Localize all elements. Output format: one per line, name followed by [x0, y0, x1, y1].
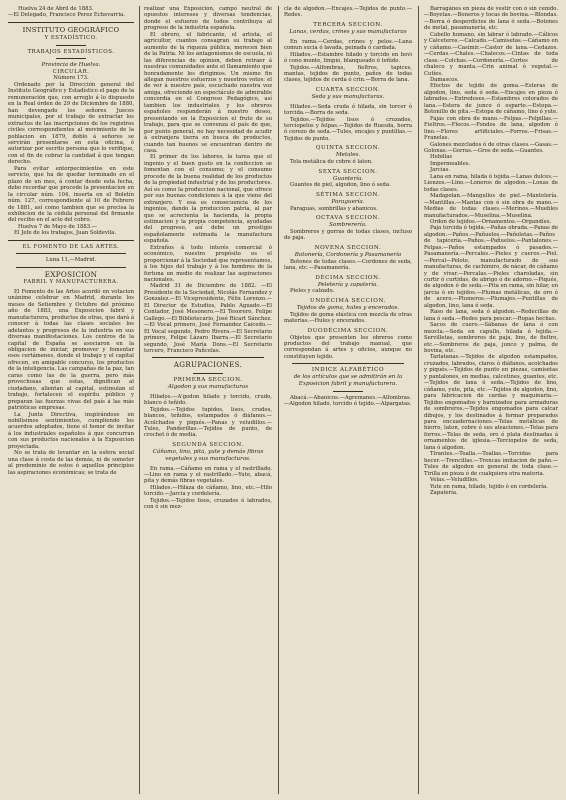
- paragraph: El Fomento de las Artes acordó en votacion unánime celebrar en Madrid, durante los meses de Setiembre y Octubre del próximo año de 1883, una Exposicion fabril y manufacturera, productos de otras, que dará á conocer á todas las clases sociales los adelantos y progresos de la industria en sus diversas manifestaciones. Los centros de la capital de España se asociaron en la obligacion de iniciar, promover y fomentar esos certámenes, donde el trabajo y el capital ofrecen, en amigable concurso, los productos de la inteligencia. Las campañas de la paz, tan caras como las de la guerra, pero más provechosas que estas, dignifican al ciudadano, alientan al capital, estimulan el trabajo, fortalecen el espíritu público y preparan las fuerzas vivas del país á las más patrióticas empresas.: [8, 288, 134, 412]
- paragraph: Tirantes.—Toalla.—Toallas.—Torcidas para hecer.—Trencillas.—Trencas imitacion de paño.—Tules de algodon en general de toda clase.—Tirilla en pieza ó de cualquiera otra materia.: [424, 451, 558, 477]
- paragraph: Galones mezclados ó de otras clases.—Gasas.—Golonas.—Gorras.—Gros de seda.—Guantes.: [424, 141, 558, 154]
- circular-number: Número 173.: [53, 75, 89, 82]
- section-subtitle: Metales.: [335, 152, 361, 159]
- dateline: Huelva 7 de Mayo de 1883.—: [18, 223, 98, 230]
- paragraph: Botones de todas clases.—Cordones de seda, lana, etc.—Pasamanería.: [284, 258, 412, 272]
- section-subtitle: Tejidos de goma, hules y encerados.: [296, 304, 400, 311]
- paragraph: Hilados.—A'godon hilado y torcido, crudo, blanco ó teñido.: [144, 393, 272, 407]
- works-heading: TRABAJOS ESTADÍSTICOS.: [27, 48, 115, 55]
- column-rule: [139, 6, 140, 794]
- paragraph: Impermeables.: [430, 160, 471, 167]
- paragraph: Extraños á todo interés comercial ó económico, nuestro propósito es el proporcionar á la Sociedad que representamos, á los hijos del trabajo y á los hombres de la fortuna un medio de realizar las aspiraciones nacionales.: [144, 244, 272, 284]
- paragraph: Cabello humano, sin labrar ó labrado.—Cálicos y Calceteros.—Calcado.—Camisetas.—Cáñamo en y cáñamo.—Casimir.—Castor de lana.—Cedazos.—Cerdas.—Chales.—Chalecos.—Cintas de toda clase.—Colchas.—Cordonería.—Cortes de chaleco y manta.—Crin animal ó vegetal.—Cutíes.: [424, 31, 558, 77]
- address: Luna 11,—Madrid.: [45, 257, 97, 264]
- section-subtitle: Guantería.: [332, 175, 364, 182]
- section-title: SEXTA SECCION.: [318, 168, 378, 175]
- section-subtitle: Seda y sus manufacturas.: [311, 93, 385, 100]
- separator: [8, 22, 134, 23]
- section-heading: INSTITUTO GEOGRÁFICO: [22, 25, 120, 34]
- paragraph: No se trata de levantar en la esfera social una clase á costa de las demás, ni de someter al predominio de estos ó aquellos principios las aspiraciones económicas; se trata de: [8, 450, 134, 476]
- section-title: UNDÉCIMA SECCION.: [310, 297, 386, 304]
- section-subtitle: Lanas, cerdas, crines y sus manufacturas: [289, 28, 407, 35]
- section-title: DÉCIMA SECCION.: [315, 274, 381, 281]
- column-rule: [278, 6, 279, 794]
- province-heading: Provincia de Huelva.: [41, 62, 101, 69]
- section-subtitle: Paraguería.: [331, 198, 365, 205]
- separator: [8, 240, 134, 241]
- paragraph: Efectos de tejido de goma.—Esteras de algodon, lino, seda ó seda.—Encajes en pieza ó labrados.—Entredoses.—Estambres colorados de lana.—Estera de junco ó esparto.—Estopa.—Botonillo de pita.—Estopa de cáñamo, lino ó yute.: [424, 83, 558, 116]
- column-2: [144, 6, 272, 794]
- column-1: [8, 6, 134, 794]
- paragraph: El primer de los labores, la tarea que el ingenio y el buen gusto en la confeccion se fomentan con el consumo; y el consumo procede de la buena realidad de los productos de la propiedad industrial y de los productores. Así es como la produccion nacional, que ofrece por sus buenas condiciones á la que viene del extranjero. Y esa es consecuencia de los ingenios, dando la produccion patria, al par que se acrecienta la hacienda, la propia estimacion y la propia competencia, ayudadas del progreso, así debe un prestigio españolamente estimada la manufactura española.: [144, 154, 272, 245]
- paragraph: Tejidos.—Tejidos tupidos, lisos, crudos, blancos, teñidos, estampados ó diáfanos.—Acolchados y piqués.—Panas y veludillos.—Tules, Panderillas.—Tejidos de punto, de crochet ó de media.: [144, 406, 272, 439]
- index-title: INDICE ALFABÉTICO: [311, 367, 385, 374]
- expo-subtitle: FABRIL Y MANUFACTURERA.: [23, 279, 119, 286]
- expo-title: EXPOSICION: [44, 269, 98, 279]
- paragraph: Velas.—Veludillos.: [430, 477, 479, 484]
- section-subtitle: Cáñamo, lino, pita, yute y demás fibras vegetales y sus manufacturas.: [152, 448, 264, 462]
- paragraph: Objetos que presenten los obreros como productos del trabajo manual, que correspondan á artes y oficios, aunque no constituyen tejido.: [284, 334, 412, 360]
- section-title: TERCERA SECCION.: [313, 21, 383, 28]
- paragraph: Ordon de tejidos.—Ornamentos.—Organdíes.: [430, 218, 552, 225]
- paragraph: Ordenado por la Dirección general del Instituto Geográfico y Estadístico el pago de la remuneración que, con arreglo á lo dispuesto en la Real órden de 29 de Diciembre de 1880, han devengado los señores Jueces municipales, por el trabajo de extractar los extractos de las inscripciones de los registros civiles correspondientes al movimiento de la poblacion en 1879, doblo á señores se servirán presentarse en esta oficina, ó autorizar por escrito persona que lo verifique, con el fin de cobrar la cantidad á que tengan derecho.: [8, 81, 134, 166]
- index-subtitle: de los artículos que se admitirán en la Exposicion fabril y manufacturera.: [293, 374, 403, 388]
- short-rule: [193, 373, 223, 374]
- short-rule: [56, 58, 86, 59]
- circular-label: CIRCULAR.: [52, 68, 90, 75]
- separator: [292, 363, 404, 364]
- paragraph: Paraguas, sombrillas y abanicos.: [290, 205, 378, 212]
- paragraph: En rama.—Cáñamo en rama y el rastrillado.—Lino en rama y el rastrillado.—Yute, abacá, pita y demás fibras vegetales.: [144, 465, 272, 485]
- paragraph: Tejidos.—Tejidos lisos ó cruzados, terciopelos y felpas.—Tejidos de Ruesda, borra ó cerezo de seda.—Tules, encajes y puntillas.—Tejidos de punto.: [284, 116, 412, 142]
- signature: El Jefe de los trabajos, Juan Soldevila.: [14, 230, 117, 237]
- paragraph: Lana en rama, hilada ó tejida.—Lanas dulces.—Lienzos.—Lino.—Loneros de algodon.—Lonas de todas clases.: [424, 173, 558, 193]
- paragraph: Tejidos.—Tejidos lisos, cruzados ó labrados, con ó sin mez-: [144, 497, 272, 511]
- section-title: DUODÉCIMA SECCION.: [307, 327, 389, 334]
- section-title: QUINTA SECCION.: [315, 145, 381, 152]
- paragraph: Jarcias.: [430, 167, 451, 174]
- paragraph: Raso de lana, seda ó algodon.—Redecillas de lana ó seda.—Redes para pescar.—Ropas hechas.: [424, 309, 558, 322]
- paragraph: En rama.—Cerdas, crines y pelos.—Lana comun sucia ó lavada, peinada ó cardada.: [284, 38, 412, 52]
- section-subheading: Y ESTADÍSTICO.: [44, 34, 98, 41]
- paragraph: Hilados.—Seda cruda ó hilada, sin torcer ó torcida.—Borra de seda.: [284, 103, 412, 117]
- column-4: [424, 6, 558, 794]
- paragraph: El obrero, el fabricante, el artista, el agricultor, cuantos consagran su trabajo al aumento de la riqueza pública, merecen bien de la Patria. Ni los antagonismos de escuela, ni las diferencias de opinion, deben retraer á nuestras comunidades ante el llamamiento que honradamente les dirigimos. Un mismo fin allegan nuestros esfuerzos y nuestros votos: el de ver á nuestro país, escuchado nuestra voz amiga, ofreciendo un espectáculo de admirable concordia en el Congreso Pedagógico, así tambien los industriales y los obreros españoles responderán á nuestro deseo, presentando en la Exposicion el fruto de su trabajo, para que se convenza el país de que, por punto general, no hay necesidad de acudir á extranjera tierra en busca de productos, cuando tan buenos se encuentran dentro de casa.: [144, 31, 272, 154]
- paragraph: Hebillas: [430, 154, 453, 161]
- short-rule: [56, 45, 86, 46]
- section-subtitle: Peletería y zapatería.: [317, 281, 379, 288]
- paragraph: Damascos.: [430, 76, 459, 83]
- paragraph: La Junta Directiva, inspirándose en nobilísimos sentimientos, cumpliendo los acuerdos adoptados, tiene el honor de invitar á los industriales españoles á que concurran con sus productos nacionales á la Exposicion proyectada.: [8, 411, 134, 450]
- section-heading: AGRUPACIONES.: [173, 360, 243, 370]
- section-subtitle: Algodon y sus manufacturas: [167, 383, 249, 390]
- paragraph: Sombreros y gorras de todas clases, incluso de paja.: [284, 228, 412, 242]
- column-rule: [418, 6, 419, 794]
- section-heading: EL FOMENTO DE LAS ARTES.: [22, 243, 120, 250]
- paragraph: Madapolan.—Mangullos de piel.—Mantelería.—Mantillas.—Mantas con ó sin obra de mano.—Medias de todas clases.—Merinos.—Muebles manufacturados.—Muselina.—Muselina.: [424, 193, 558, 219]
- paragraph: Hilados.—Estambre hilado y torcido en bovi ó cono monte, limpio, blanqueado ó teñido.: [284, 51, 412, 65]
- paragraph: Guantes de piel, algodon, lino ó seda.: [290, 182, 391, 189]
- section-subtitle: Botonería, Cordonería y Pasamanería: [294, 251, 402, 258]
- separator: [152, 357, 264, 358]
- paragraph: Fajas con obra de mano.—Felpas.—Felpillas.—Fieltros.—Flecos.—Fondos de lana, algodon ó lino.—Flores artificiales.—Forros.—Frisas.—Franelas.: [424, 115, 558, 142]
- section-title: CUARTA SECCION.: [315, 86, 381, 93]
- paragraph: Para evitar entorpecimientos en este servicio, que ha de quedar terminado en el plazo de un mes, á contar desde esta fecha, debo recordar que procede la presentacion en la circular núm. 104, inserta en el Boletín núm. 127, correspondiente al 10 de Febrero de 1881, así como tambien que se precisa la exhibicion de la cédula personal del firmante del recibo en el acto del cobro.: [8, 165, 134, 224]
- paragraph: Tela metálica de cobre ó laton.: [290, 159, 373, 166]
- section-title: SÉTIMA SECCION.: [316, 191, 380, 198]
- separator: [16, 253, 126, 254]
- paragraph: Abacá.—Abanicos.—Agremanes.—Alfombras.—Algodon hilado, torcido ó tejido.—Alpargatas.: [284, 394, 412, 408]
- paragraph: Pieles y calzado.: [290, 288, 335, 295]
- section-title: SEGUNDA SECCION.: [172, 441, 244, 448]
- short-rule: [333, 391, 363, 392]
- paragraph: cla de algodon.—Encajes.—Tejidos de punto.—Redes.: [284, 6, 412, 19]
- separator: [16, 267, 126, 268]
- dateline: Huelva 24 de Abril de 1883.: [18, 6, 94, 12]
- section-subtitle: Sombrerería.: [329, 222, 367, 229]
- section-title: NOVENA SECCION.: [314, 244, 382, 251]
- paragraph: Hilados.—Hilaza de cáñamo, lino, etc.—Hilo torcido.—Jarcia y cordelería.: [144, 484, 272, 498]
- paragraph: Tarlatanas.—Tejidos de algodon estampados, cruzados, labrados, claros ó diáfanos, acolchados y piqués.—Tejidos de punto en piezas, camisetas y pantalones, en medias, calcetines, guantes, etc.—Tejidos de lana ó seda.—Tejidos de lino, cáñamo, yute, pita, etc.—Tejidos de algodon, lino, para fabricacion de cardas y maquinaria.—Tejidos engomados y barnizados para armaduras de sombreros.—Tejidos engomados para calcar dibujos, y los destinados á formar preparados para encuadernaciones.—Telas metálicas de hierro, laton, cobre ó sus aleaciones.—Telas para forros.—Telas de seda, oro ó plata destinadas á ornamentos de iglesia.—Terciopelos de seda, lana ó algodon.: [424, 354, 558, 451]
- section-title: PRIMERA SECCION.: [173, 376, 243, 383]
- paragraph: Madrid 31 de Diciembre de 1882. —El Presidente de la Sociedad, Nicolás Fernandez y Gonzalez.—El Vicepresidente, Félix Lorenzo.—El Director de Estudios, Pablo Aguado.—El Contador, José Mesonero.—El Tesorero, Felipe Gallego.—El Bibliotecario, José Ricart Sánchez.—El Vocal primero, José Fernandez Caicedo.—El Vocal segundo, Pedro Rivera.—El Secretario primero, Felipe Lázaro Ibarra.—El Secretario segundo, José María Dons.—El Secretario tercero, Francisco Pañcelas.: [144, 283, 272, 355]
- paragraph: Zapatería.: [430, 489, 458, 496]
- paragraph: Yute en rama, hilado, tejido ó en cordelería.: [430, 483, 548, 490]
- paragraph: Paja torcida ó tejida.—Pañas obrada.—Panas de algodon.—Paños.—Pañuelos.—Pañoletas.—Paños de tapicería.—Paños.—Pañuelos.—Pantalones.—Felpas.—Paños estampados ó pasados.—Pasamanería.—Percales.—Pieles y cueros.—Piel.—Percal—Pelote, manufacturado de sus manufacturas, de cachimiro, de nácar, de cáñamo y de vivar.—Percalas.—Pieles charoladas, sin curtir ó curtidas, de abrigo ó de adorno.—Piqués, de algodon ó de seda.—Pita en rama, sin hilar, en jarcia ó en tejidos.—Plumas metálicas, de oro ó de acero.—Plumeros.—Plumajes.—Puntillas de algodon, lino, lana ó seda.: [424, 225, 558, 309]
- paragraph: realizar una Exposicion, campo neutral de opuestos intereses y diversas tendencias, donde el esfuerzo de todos contribuya al progreso de la industria española.: [144, 6, 272, 32]
- signature: —El Delegado, Francisco Perez Echevarria.: [8, 12, 125, 19]
- section-title: OCTAVA SECCION.: [315, 215, 381, 222]
- paragraph: Sacos de cuero.—Sábanas de lana ó con mezcla.—Seda en capullo, hilada ó tejida.—Servilletas, sombreros de paja, lino, de fieltro, etc.—Sombreros de paja, junco y palma, de bovina, etc.: [424, 322, 558, 355]
- paragraph: Tejidos.—Alfombras, fieltros, tapices, mantas, tejidos de punto, paños de todas clases, tejidos de cerda ó crin.—Borra de lana.: [284, 64, 412, 84]
- paragraph: Barragánes en pieza de vestir con ó sin cenido.—Boyetas.—Boneros y tocas de bovina.—Blondas.—Borra ó desperdicios de lana ó seda.—Botones de metal, pasamanería, etc.: [424, 6, 558, 32]
- paragraph: Tejidos de goma elástica con mezcla de otras materias.—Hules y encerados.: [284, 311, 412, 325]
- column-3: [284, 6, 412, 794]
